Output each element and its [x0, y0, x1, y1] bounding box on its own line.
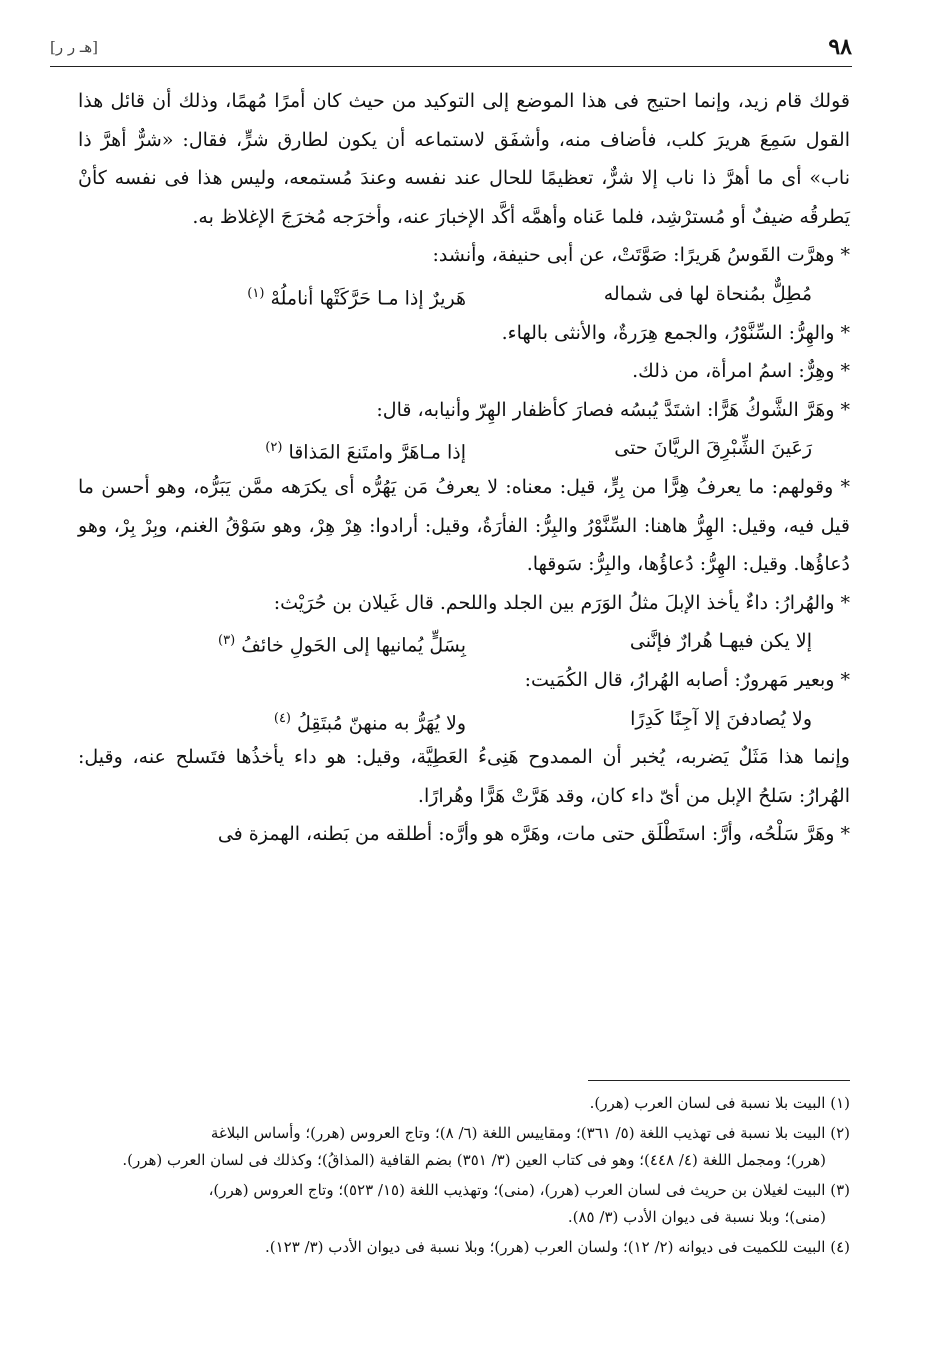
verse-second-hemistich-text: هَريرٌ إذا مـا حَرَّكَتْها أناملُهْ — [270, 287, 466, 310]
footnote: (٤) البيت للكميت فى ديوانه (٢/ ١٢)؛ ولسان العرب (هرر)؛ وبلا نسبة فى ديوان الأدب (٣/ ١٢٣). — [264, 1238, 850, 1256]
footnote-text: (٢) البيت بلا نسبة فى تهذيب اللغة (٥/ ٣٦١)؛ ومقاييس اللغة (٦/ ٨)؛ وتاج العروس (هرر)؛ وأساس البلاغة — [210, 1124, 850, 1142]
entry-paragraph: * وبعير مَهرورٌ: أصابه الهُرارُ، قال الكُمَيت: — [524, 668, 850, 691]
entry-paragraph: * وقولهم: ما يعرفُ هِرًّا من بِرٍّ، قيل: معناه: لا يعرفُ مَن يَهُرُّه أى يكرَهه ممَّن يَبَرُّه، وهو أحسن ما قيل فيه، وقيل: الهِرُّ هاهنا: السِّنَّوْرُ والبِرُّ: الفأرَةُ، وقيل: أرادوا: هِرْ هِرْ، وهو سَوْقُ الغنم، وبِرْ بِرْ، وهو دُعاؤُها. وقيل: الهِرُّ: دُعاؤُها، والبِرُّ: سَوقها. — [78, 475, 850, 576]
verse-first-hemistich: رَعَينَ الشِّبْرِقَ الريَّانَ حتى — [614, 437, 812, 460]
entry-paragraph: * والهُرارُ: داءٌ يأخذ الإبلَ مثلُ الوَرَم بين الجلد واللحم. قال غَيلان بن حُرَيْث: — [273, 591, 850, 614]
footnotes — [78, 1090, 850, 1264]
verse-second-hemistich — [247, 275, 466, 314]
header-rule — [50, 66, 852, 67]
footnote-ref: (٢) — [265, 440, 283, 456]
verse-line — [78, 429, 850, 468]
main-text — [78, 82, 850, 854]
entry-paragraph: * وهِرٌّ: اسمُ امرأة، من ذلك. — [632, 360, 850, 383]
footnote-ref: (٤) — [273, 710, 291, 726]
verse-line — [78, 275, 850, 314]
footnote-ref: (٣) — [218, 633, 236, 649]
footnote-continuation: (هرر)؛ ومجمل اللغة (٤/ ٤٤٨)؛ وهو فى كتاب العين (٣/ ٣٥١) بضم القافية (المذاقُ)؛ وكذلك فى لسان العرب (هرر). — [122, 1151, 826, 1169]
verse-line — [78, 622, 850, 661]
footnote — [78, 1120, 850, 1174]
verse-second-hemistich — [265, 429, 466, 468]
entry-paragraph: * وهَرَّ الشَّوكُ هَرًّا: اشتَدَّ يُبسُه فصارَ كأظفار الهِرّ وأنيابه، قال: — [376, 398, 850, 421]
footnote-text: (٣) البيت لغيلان بن حريث فى لسان العرب (هرر)، (منى)؛ وتهذيب اللغة (١٥/ ٥٢٣)؛ وتاج العروس (هرر)، — [208, 1181, 850, 1199]
verse-second-hemistich — [218, 622, 466, 661]
verse-first-hemistich: ولا يُصادفنَ إلا آجِنًا كَدِرًا — [630, 707, 812, 730]
paragraph: قولك قام زيد، وإنما احتيج فى هذا الموضع إلى التوكيد من حيث كان أمرًا مُهمًا، وذلك أن قائل هذا القول سَمِعَ هريرَ كلب، فأضاف منه، وأشفَق لاستماعه أن يكون لطارق شرٍّ، فقال: «شرٌّ أهرَّ ذا ناب» أى ما أهرَّ ذا ناب إلا شرٌّ، تعظيمًا للحال عند نفسه وعندَ مُستمعه، وليس هذا فى نفسه كأنْ يَطرقُه ضيفٌ أو مُسترْشِد، فلما عَناه وأهمَّه أكَّد الإخبارَ عنه، وأخرَجه مُخرَجَ الإغلاظ به. — [78, 90, 850, 228]
paragraph: وإنما هذا مَثَلٌ يَضربه، يُخبر أن الممدوح هَنِىءُ العَطِيَّة، وقيل: هو داء يأخذُها فتَسلح عنه، وقيل: الهُرارُ: سَلحُ الإبل من أىّ داء كان، وقد هَرَّتْ هَرًّا وهُرارًا. — [78, 746, 850, 807]
running-head: [هـ ر ر] — [50, 38, 99, 56]
entry-paragraph: * والهِرُّ: السِّنَّوْرُ، والجمع هِرَرةٌ، والأنثى بالهاء. — [501, 321, 850, 344]
footnote-rule — [588, 1080, 850, 1081]
verse-line — [78, 700, 850, 739]
verse-first-hemistich: مُطِلٌّ بمُنحاة لها فى شماله — [603, 282, 812, 305]
verse-first-hemistich: إلا يكن فيهـا هُرارٌ فإنَّنى — [629, 630, 812, 653]
footnote-continuation: (منى)؛ وبلا نسبة فى ديوان الأدب (٣/ ٨٥). — [567, 1208, 826, 1226]
verse-second-hemistich-text: إذا مـاهَرَّ وامتَنعَ المَذاقا — [288, 441, 466, 464]
verse-second-hemistich — [274, 700, 466, 739]
entry-paragraph: * وهَرَّ سَلْحُه، وأرَّ: استَطْلَق حتى مات، وهَرَّه هو وأرَّه: أطلقه من بَطنه، الهمزة فى — [217, 823, 850, 846]
verse-second-hemistich-text: ولا يُهَرُّ به منهنّ مُبتَقِلُ — [297, 711, 466, 734]
footnote — [78, 1177, 850, 1231]
entry-paragraph: * وهرَّت القَوسُ هَريرًا: صَوَّتَتْ، عن أبى حنيفة، وأنشد: — [432, 244, 850, 267]
verse-second-hemistich-text: بِسَلٍّ يُمانيها إلى الحَولِ خائفُ — [241, 634, 466, 657]
page-number: ٩٨ — [828, 34, 852, 60]
footnote: (١) البيت بلا نسبة فى لسان العرب (هرر). — [589, 1094, 850, 1112]
footnote-ref: (١) — [247, 285, 265, 301]
page-header — [50, 34, 852, 62]
